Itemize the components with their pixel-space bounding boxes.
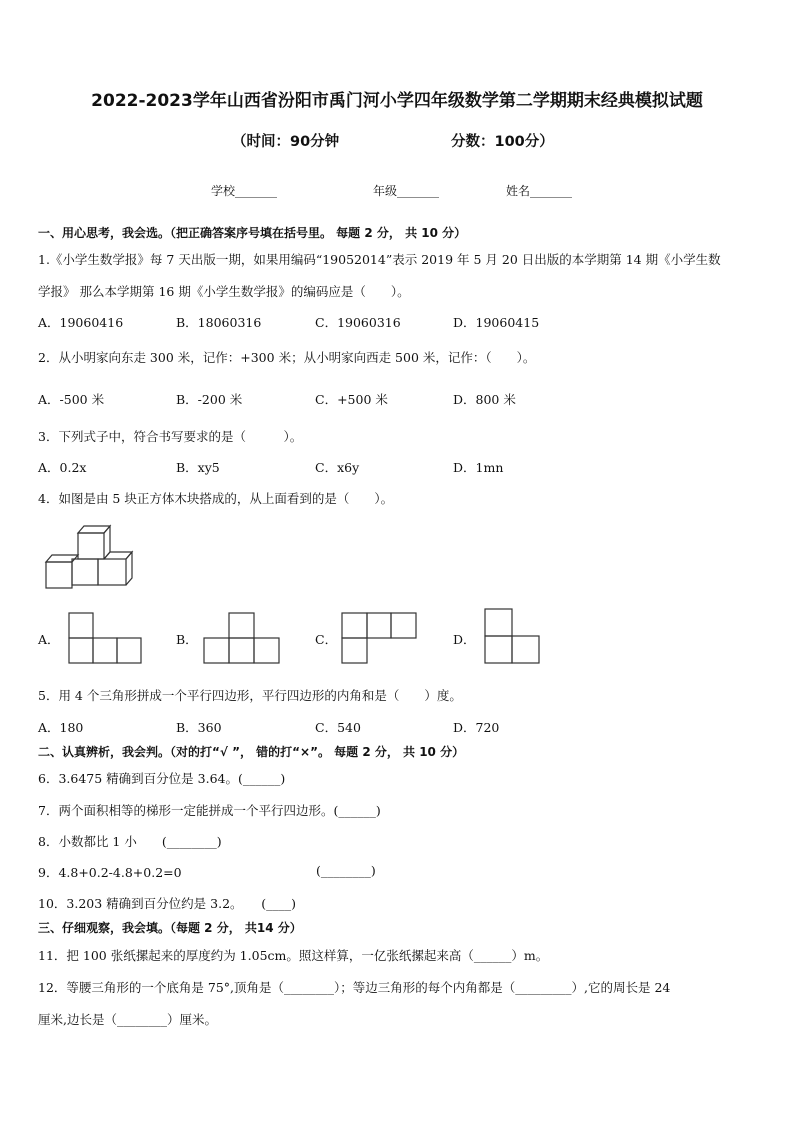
question-3-option-a: A．0.2x [38, 460, 87, 475]
question-4: 4．如图是由 5 块正方体木块搭成的，从上面看到的是（ ）。 [38, 491, 394, 506]
school-field: 学校_______ [211, 184, 278, 198]
question-2: 2．从小明家向东走 300 米，记作：+300 米；从小明家向西走 500 米，记作：（ ）。 [38, 350, 536, 365]
question-9-blank: (________) [316, 863, 376, 878]
question-3-option-d: D．1mn [453, 460, 504, 475]
question-12-line-2: 厘米,边长是（________）厘米。 [38, 1012, 217, 1027]
question-4-option-b: B． [176, 632, 198, 647]
exam-time: （时间：90分钟 [232, 134, 340, 150]
question-7: 7．两个面积相等的梯形一定能拼成一个平行四边形。(______) [38, 803, 381, 818]
question-3: 3．下列式子中，符合书写要求的是（ ）。 [38, 429, 303, 444]
question-12-line-1: 12．等腰三角形的一个底角是 75°,顶角是（________）；等边三角形的每个内角都是（_________）,它的周长是 24 [38, 980, 671, 995]
question-5: 5．用 4 个三角形拼成一个平行四边形，平行四边形的内角和是（ ）度。 [38, 688, 462, 703]
question-5-option-a: A．180 [38, 720, 84, 735]
question-1-line-2: 学报》 那么本学期第 16 期《小学生数学报》的编码应是（ ）。 [38, 284, 410, 299]
question-3-option-c: C．x6y [315, 460, 360, 475]
question-4-option-a: A． [38, 632, 60, 647]
cube-stack-figure [40, 520, 140, 592]
name-field: 姓名_______ [506, 184, 573, 198]
section-2-heading: 二、认真辨析，我会判。（对的打“√ ”， 错的打“×”。 每题 2 分， 共 10 分） [38, 745, 465, 759]
option-a-top-view-icon [68, 612, 144, 664]
question-1-option-a: A．19060416 [38, 315, 124, 330]
question-2-option-a: A．-500 米 [38, 392, 105, 407]
question-9: 9．4.8+0.2-4.8+0.2=0 [38, 865, 182, 880]
question-3-option-b: B．xy5 [176, 460, 220, 475]
option-d-top-view-icon [484, 608, 544, 664]
question-10: 10．3.203 精确到百分位约是 3.2。 (____) [38, 896, 297, 911]
question-2-option-b: B．-200 米 [176, 392, 243, 407]
question-2-option-d: D．800 米 [453, 392, 516, 407]
question-8: 8．小数都比 1 小 (________) [38, 834, 222, 849]
question-5-option-c: C．540 [315, 720, 361, 735]
question-1-option-c: C．19060316 [315, 315, 401, 330]
question-1-option-b: B．18060316 [176, 315, 262, 330]
section-3-heading: 三、仔细观察，我会填。（每题 2 分， 共14 分） [38, 921, 302, 935]
question-1-option-d: D．19060415 [453, 315, 540, 330]
section-1-heading: 一、用心思考，我会选。（把正确答案序号填在括号里。 每题 2 分， 共 10 分） [38, 226, 467, 240]
question-5-option-d: D．720 [453, 720, 500, 735]
option-c-top-view-icon [341, 612, 421, 664]
question-5-option-b: B．360 [176, 720, 222, 735]
question-4-option-d: D． [453, 632, 476, 647]
question-4-option-c: C． [315, 632, 338, 647]
option-b-top-view-icon [203, 612, 283, 664]
question-2-option-c: C．+500 米 [315, 392, 388, 407]
question-1-line-1: 1.《小学生数学报》每 7 天出版一期，如果用编码“19052014”表示 2019 年 5 月 20 日出版的本学期第 14 期《小学生数 [38, 252, 721, 267]
question-6: 6．3.6475 精确到百分位是 3.64。(______) [38, 771, 286, 786]
grade-field: 年级_______ [373, 184, 440, 198]
page-title: 2022-2023学年山西省汾阳市禹门河小学四年级数学第二学期期末经典模拟试题 [91, 91, 703, 111]
exam-score: 分数：100分） [451, 134, 554, 150]
question-11: 11．把 100 张纸摞起来的厚度约为 1.05cm。照这样算，一亿张纸摞起来高（______）m。 [38, 948, 549, 963]
